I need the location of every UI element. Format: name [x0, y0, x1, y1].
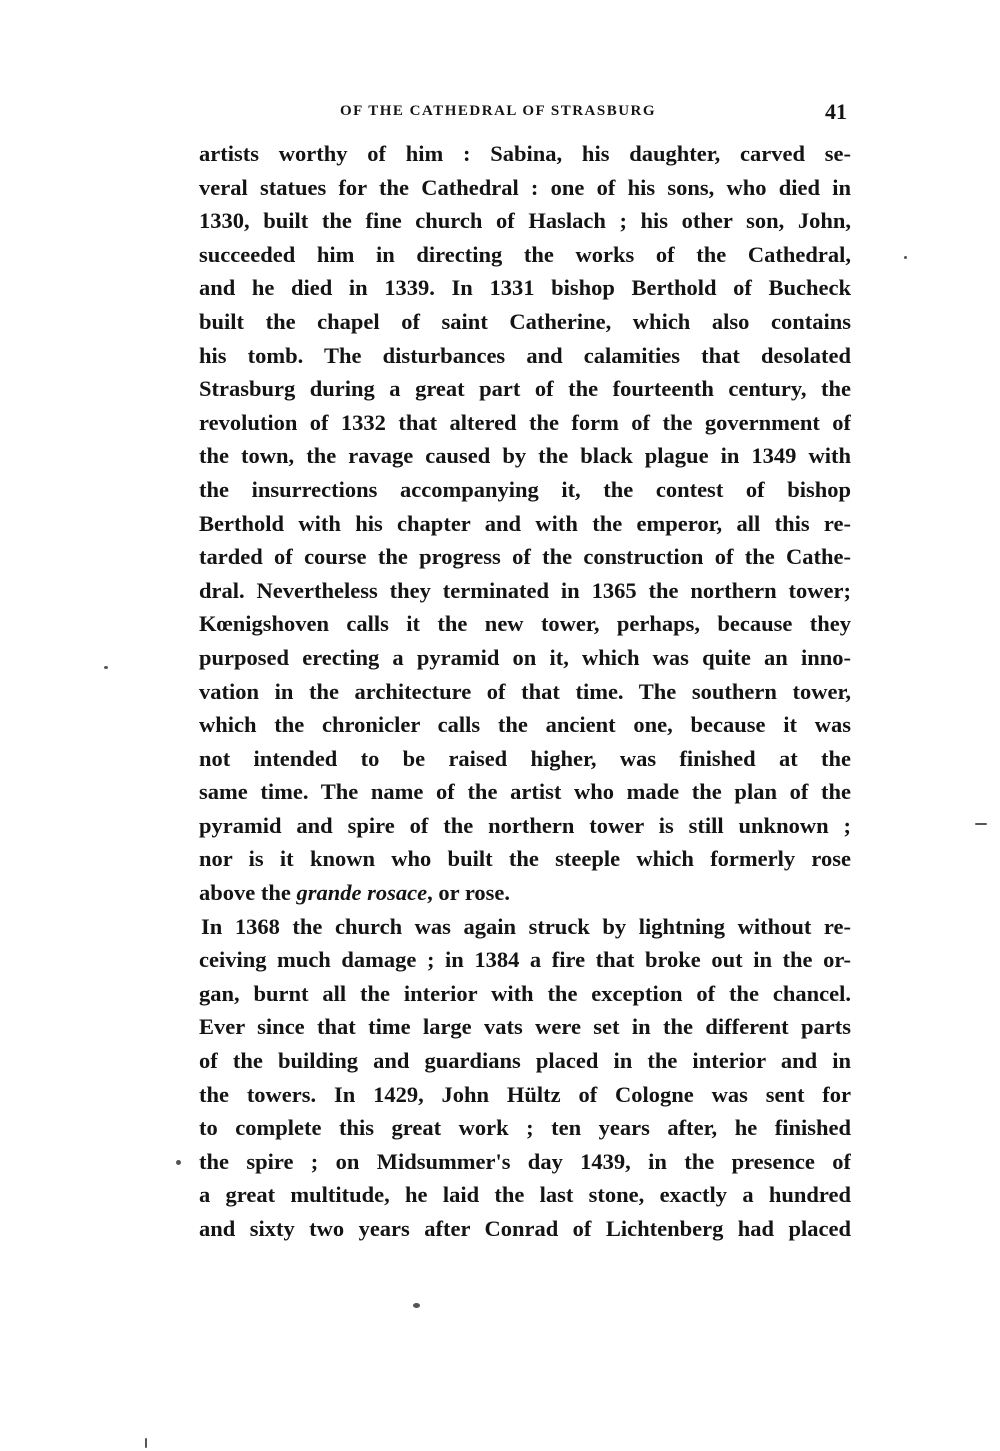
text-line: Ever since that time large vats were set in the different parts: [199, 1014, 851, 1040]
text-line: built the chapel of saint Catherine, which also contains: [199, 308, 851, 334]
text-line: pyramid and spire of the northern tower is still unknown ;: [199, 812, 851, 838]
text-line: his tomb. The disturbances and calamities that desolated: [199, 342, 851, 368]
text-line: and sixty two years after Conrad of Lichtenberg had placed: [199, 1216, 851, 1241]
body-text: [199, 137, 851, 1246]
running-title: OF THE CATHEDRAL OF STRASBURG: [340, 103, 657, 119]
scan-speck: [176, 1160, 181, 1165]
text-line: the town, the ravage caused by the black plague in 1349 with: [199, 443, 851, 469]
scan-speck: [904, 256, 907, 259]
text-line: the towers. In 1429, John Hültz of Cologne was sent for: [199, 1081, 851, 1107]
text-line: veral statues for the Cathedral : one of his sons, who died in: [199, 174, 851, 200]
text-line: artists worthy of him : Sabina, his daughter, carved se-: [199, 141, 851, 166]
running-head: [340, 99, 860, 127]
text-line: which the chronicler calls the ancient one, because it was: [199, 712, 851, 738]
page-number: 41: [825, 99, 847, 124]
scan-speck: [104, 666, 108, 669]
text-line: 1330, built the fine church of Haslach ; his other son, John,: [199, 208, 851, 234]
text-line: In 1368 the church was again struck by lightning without re-: [201, 913, 851, 939]
text-line: nor is it known who built the steeple which formerly rose: [199, 846, 851, 872]
text-line: dral. Nevertheless they terminated in 1365 the northern tower;: [199, 577, 851, 603]
text-line: and he died in 1339. In 1331 bishop Berthold of Bucheck: [199, 275, 851, 301]
paragraph-1-last-line: [199, 876, 851, 910]
text-line: succeeded him in directing the works of the Cathedral,: [199, 241, 851, 267]
text-line: gan, burnt all the interior with the exception of the chancel.: [199, 980, 851, 1006]
paragraph-2: [199, 910, 851, 1246]
text-line: ceiving much damage ; in 1384 a fire that broke out in the or-: [199, 947, 851, 973]
text-span: , or rose.: [427, 880, 511, 906]
scan-speck: [145, 1438, 147, 1448]
text-line: of the building and guardians placed in the interior and in: [199, 1048, 851, 1074]
text-line: tarded of course the progress of the construction of the Cathe-: [199, 544, 851, 570]
text-line: same time. The name of the artist who made the plan of the: [199, 779, 851, 805]
scan-speck: [975, 823, 987, 825]
scan-speck: [413, 1303, 420, 1308]
text-line: to complete this great work ; ten years after, he finished: [199, 1115, 851, 1141]
text-line: Strasburg during a great part of the fourteenth century, the: [199, 376, 851, 402]
text-line: not intended to be raised higher, was finished at the: [199, 745, 851, 771]
text-line: Berthold with his chapter and with the emperor, all this re-: [199, 510, 851, 536]
text-line: Kœnigshoven calls it the new tower, perhaps, because they: [199, 611, 851, 637]
paragraph-1: [199, 137, 851, 910]
text-line: vation in the architecture of that time. The southern tower,: [199, 678, 851, 704]
text-line: purposed erecting a pyramid on it, which was quite an inno-: [199, 644, 851, 670]
text-line: the spire ; on Midsummer's day 1439, in the presence of: [199, 1148, 851, 1174]
text-span: above the: [199, 880, 297, 906]
text-line: a great multitude, he laid the last stone, exactly a hundred: [199, 1182, 851, 1208]
text-line: revolution of 1332 that altered the form of the government of: [199, 409, 851, 435]
italic-term: grande rosace: [296, 880, 428, 906]
text-line: the insurrections accompanying it, the contest of bishop: [199, 476, 851, 502]
